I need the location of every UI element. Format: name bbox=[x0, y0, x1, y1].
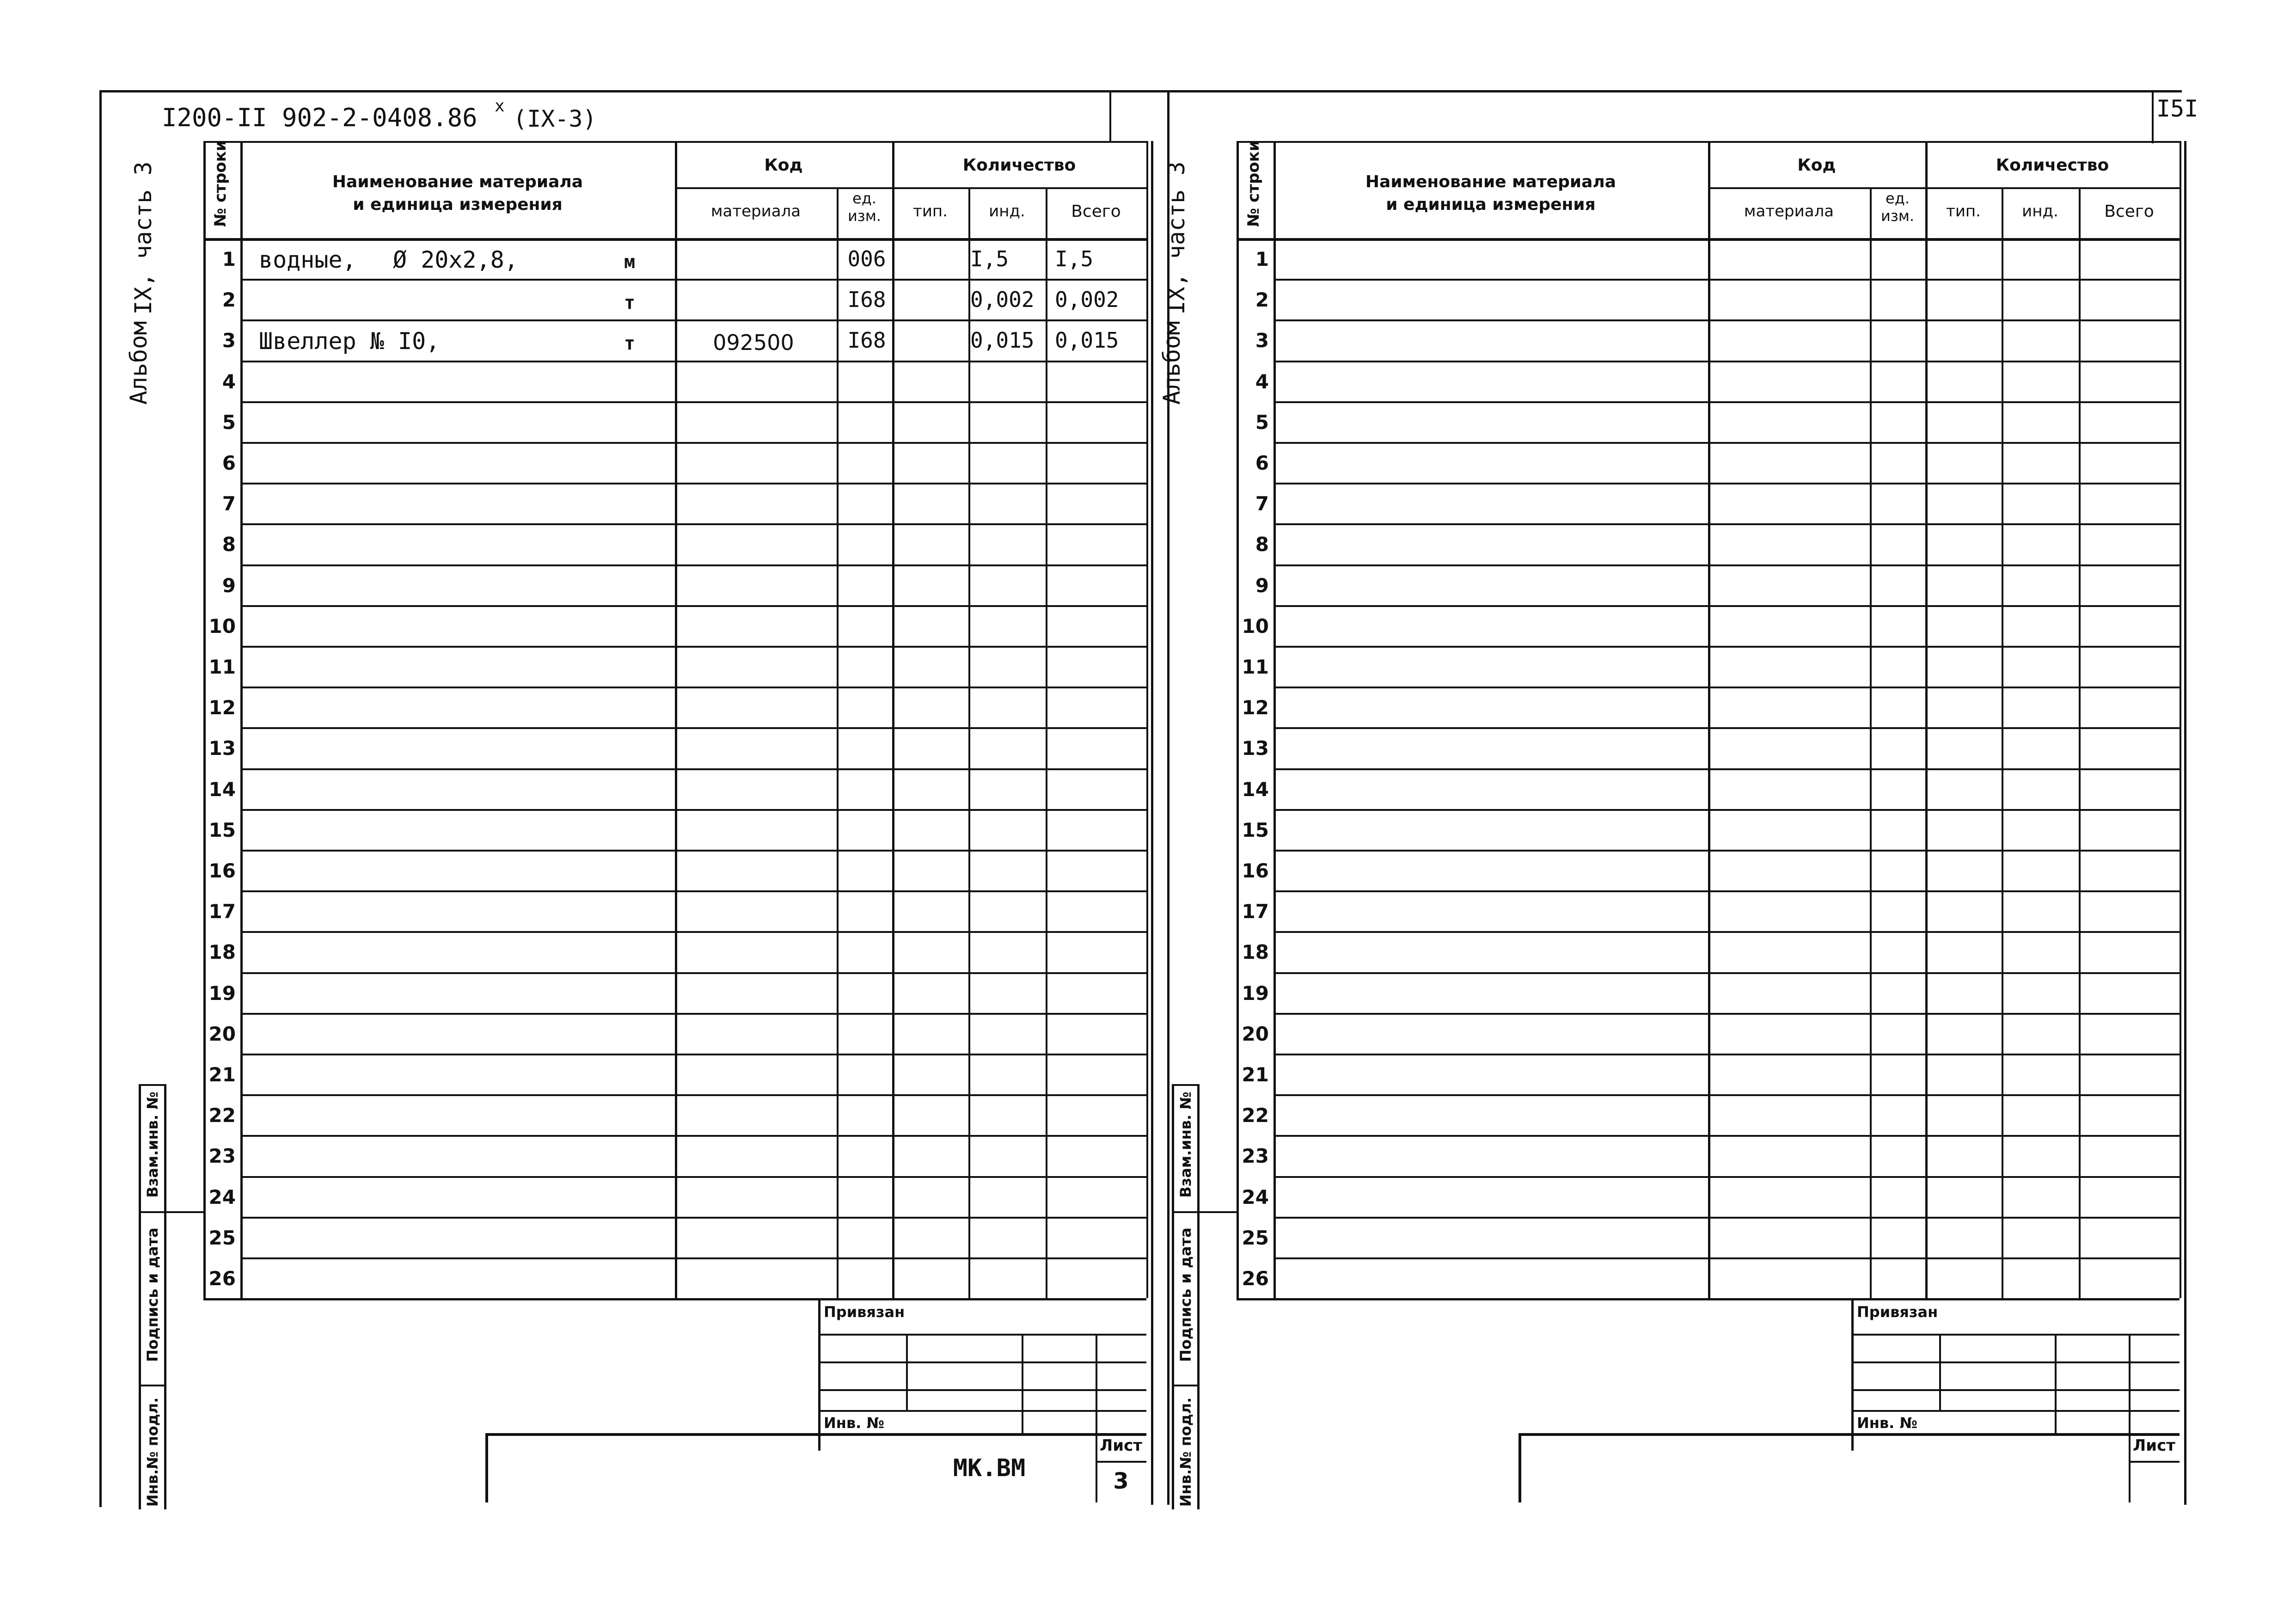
col-border-total bbox=[1046, 187, 1047, 1298]
row-number: 20 bbox=[1242, 1022, 1269, 1045]
col-border-ind bbox=[2002, 187, 2003, 1298]
title-block-left bbox=[1518, 1433, 1521, 1502]
row-number: 5 bbox=[1255, 411, 1269, 434]
privyazan-label: Привязан bbox=[824, 1303, 905, 1321]
stamp-divider bbox=[1022, 1334, 1023, 1435]
side-box-line bbox=[139, 1211, 203, 1213]
total-subheader: Всего bbox=[1071, 202, 1121, 221]
row-number: 24 bbox=[208, 1185, 236, 1208]
material-code: 092500 bbox=[713, 330, 794, 356]
unit-code: 006 bbox=[847, 246, 886, 271]
table-row-line bbox=[1274, 931, 2180, 933]
frame-tab-right bbox=[2152, 90, 2154, 143]
inventory-number-label: Инв. № bbox=[824, 1414, 884, 1432]
table-row-line bbox=[1274, 1054, 2180, 1055]
row-number: 3 bbox=[1255, 329, 1269, 352]
frame-tab bbox=[1109, 90, 1111, 141]
material-spec: Ø 20x2,8, bbox=[393, 246, 518, 273]
row-number: 3 bbox=[222, 329, 236, 352]
col-border-end bbox=[1146, 141, 1148, 1298]
side-box-line bbox=[1172, 1385, 1197, 1386]
page-number: I5I bbox=[2156, 95, 2198, 122]
side-box-line bbox=[139, 1385, 164, 1386]
row-number: 10 bbox=[208, 614, 236, 638]
original-inventory-label: Инв.№ подл. bbox=[1177, 1397, 1194, 1507]
row-number: 21 bbox=[208, 1063, 236, 1086]
code-column-header: Код bbox=[1797, 156, 1836, 175]
row-number: 23 bbox=[208, 1145, 236, 1168]
table-row-line bbox=[1274, 361, 2180, 362]
table-row-line bbox=[1274, 319, 2180, 321]
table-row-line bbox=[1274, 483, 2180, 484]
row-number: 11 bbox=[208, 656, 236, 678]
unit-of-measure: т bbox=[624, 333, 636, 355]
row-number: 24 bbox=[1242, 1185, 1269, 1208]
title-block-left bbox=[485, 1433, 488, 1502]
document-code: 902-2-0408.86 bbox=[282, 103, 478, 132]
row-number: 8 bbox=[1255, 533, 1269, 556]
code-column-header: Код bbox=[764, 156, 803, 175]
row-number: 25 bbox=[1242, 1226, 1269, 1249]
row-number-header: № строки bbox=[211, 140, 230, 227]
table-row-line bbox=[240, 442, 1146, 444]
frame-top-right bbox=[1167, 90, 2182, 92]
row-number: 2 bbox=[222, 288, 236, 312]
material-name: водные, bbox=[259, 246, 356, 273]
row-number: 4 bbox=[222, 370, 236, 393]
sheet-label: Лист bbox=[1100, 1436, 1142, 1455]
table-row-line bbox=[240, 401, 1146, 403]
row-number: 11 bbox=[1242, 656, 1269, 678]
table-row-line bbox=[240, 1135, 1146, 1137]
table-row-line bbox=[240, 605, 1146, 607]
side-box-border bbox=[1197, 1084, 1200, 1509]
table-row-line bbox=[1274, 890, 2180, 892]
side-box-border bbox=[164, 1084, 166, 1509]
album-label: Альбом bbox=[125, 321, 152, 405]
col-border-material bbox=[675, 141, 677, 1298]
table-row-line bbox=[240, 850, 1146, 852]
quantity-total: 0,015 bbox=[1055, 328, 1119, 353]
frame-left bbox=[99, 92, 102, 1507]
table-row-line bbox=[240, 279, 1146, 281]
row-number: 21 bbox=[1242, 1063, 1269, 1086]
unit-of-measure: т bbox=[624, 292, 636, 314]
quantity-individual: 0,002 bbox=[970, 287, 1035, 313]
frame-right bbox=[2184, 141, 2186, 1505]
table-row-line bbox=[240, 646, 1146, 648]
row-number: 7 bbox=[222, 492, 236, 515]
typ-subheader: тип. bbox=[913, 202, 948, 221]
inventory-number-label: Инв. № bbox=[1857, 1414, 1917, 1432]
album-part-label: IX, часть 3 bbox=[1163, 161, 1190, 315]
stamp-divider bbox=[1096, 1334, 1097, 1435]
table-row-line bbox=[1274, 1013, 2180, 1015]
material-name: Швеллер № I0, bbox=[259, 328, 440, 355]
row-number: 22 bbox=[1242, 1104, 1269, 1127]
col-border-name bbox=[1274, 141, 1276, 1298]
subheader-line bbox=[675, 187, 1146, 189]
material-subheader: материала bbox=[1744, 202, 1834, 221]
table-row-line bbox=[1274, 1176, 2180, 1178]
table-row-line bbox=[240, 768, 1146, 770]
table-row-line bbox=[240, 1176, 1146, 1178]
row-number-header: № строки bbox=[1244, 140, 1263, 227]
row-number: 13 bbox=[208, 737, 236, 760]
unit-of-measure: м bbox=[624, 251, 636, 273]
table-row-line bbox=[1274, 605, 2180, 607]
document-code-superscript: x bbox=[495, 97, 505, 116]
table-row-line bbox=[1274, 972, 2180, 974]
row-number: 1 bbox=[222, 248, 236, 270]
table-row-line bbox=[1274, 727, 2180, 729]
replacement-inventory-label: Взам.инв. № bbox=[1177, 1091, 1194, 1198]
stamp-divider bbox=[1939, 1334, 1941, 1410]
table-row-line bbox=[240, 1094, 1146, 1096]
sheet-box-line bbox=[2129, 1461, 2180, 1463]
side-box-line bbox=[1172, 1211, 1237, 1213]
album-label: Альбом bbox=[1158, 321, 1185, 405]
col-border-material bbox=[1708, 141, 1710, 1298]
unit-subheader: ед. изм. bbox=[847, 190, 882, 225]
col-border-end bbox=[2180, 141, 2181, 1298]
row-number: 7 bbox=[1255, 492, 1269, 515]
row-number: 18 bbox=[208, 941, 236, 964]
total-subheader: Всего bbox=[2104, 202, 2154, 221]
privyazan-label: Привязан bbox=[1857, 1303, 1938, 1321]
stamp-left-border bbox=[818, 1298, 820, 1451]
row-number: 6 bbox=[222, 452, 236, 474]
col-border-total bbox=[2079, 187, 2081, 1298]
table-row-line bbox=[1274, 1094, 2180, 1096]
row-number: 22 bbox=[208, 1104, 236, 1127]
unit-code: I68 bbox=[847, 287, 886, 313]
side-box-border bbox=[139, 1084, 141, 1509]
table-row-line bbox=[1274, 279, 2180, 281]
table-row-line bbox=[240, 931, 1146, 933]
table-row-line bbox=[240, 483, 1146, 484]
document-code-part: (IX-3) bbox=[513, 105, 597, 132]
row-number: 20 bbox=[208, 1022, 236, 1045]
sheet-number: 3 bbox=[1113, 1468, 1129, 1494]
table-row-line bbox=[240, 319, 1146, 321]
document-mark: МК.ВМ bbox=[953, 1454, 1026, 1482]
col-border-rowno bbox=[203, 141, 206, 1299]
name-column-header: Наименование материала и единица измерения bbox=[1365, 172, 1616, 214]
row-number: 9 bbox=[1255, 574, 1269, 597]
table-row-line bbox=[1274, 809, 2180, 811]
row-number: 12 bbox=[1242, 696, 1269, 719]
col-border-unit bbox=[1870, 187, 1872, 1298]
table-row-line bbox=[1274, 646, 2180, 648]
col-border-typ bbox=[892, 141, 894, 1298]
table-row-line bbox=[240, 809, 1146, 811]
table-bottom-line bbox=[203, 1298, 1146, 1300]
table-row-line bbox=[240, 727, 1146, 729]
quantity-total: 0,002 bbox=[1055, 287, 1119, 313]
row-number: 17 bbox=[1242, 900, 1269, 923]
row-number: 10 bbox=[1242, 614, 1269, 638]
typ-subheader: тип. bbox=[1946, 202, 1981, 221]
table-row-line bbox=[240, 687, 1146, 688]
table-row-line bbox=[1274, 1217, 2180, 1219]
quantity-column-header: Количество bbox=[1996, 156, 2109, 175]
row-number: 12 bbox=[208, 696, 236, 719]
table-bottom-line bbox=[1237, 1298, 2180, 1300]
table-row-line bbox=[1274, 768, 2180, 770]
name-column-header: Наименование материала и единица измерения bbox=[332, 172, 583, 214]
ind-subheader: инд. bbox=[2022, 202, 2058, 221]
table-row-line bbox=[240, 890, 1146, 892]
row-number: 16 bbox=[208, 859, 236, 882]
replacement-inventory-label: Взам.инв. № bbox=[144, 1091, 161, 1198]
stamp-divider bbox=[2129, 1334, 2131, 1435]
row-number: 14 bbox=[1242, 778, 1269, 801]
table-row-line bbox=[240, 972, 1146, 974]
quantity-individual: 0,015 bbox=[970, 328, 1035, 353]
col-border-unit bbox=[837, 187, 839, 1298]
row-number: 15 bbox=[1242, 818, 1269, 841]
table-row-line bbox=[1274, 401, 2180, 403]
table-row-line bbox=[240, 564, 1146, 566]
row-number: 19 bbox=[1242, 981, 1269, 1005]
row-number: 26 bbox=[208, 1267, 236, 1290]
side-box-border bbox=[1172, 1084, 1174, 1509]
sheet-box-line bbox=[1096, 1461, 1146, 1463]
row-number: 18 bbox=[1242, 941, 1269, 964]
subheader-line bbox=[1708, 187, 2180, 189]
quantity-column-header: Количество bbox=[962, 156, 1076, 175]
row-number: 8 bbox=[222, 533, 236, 556]
table-row-line bbox=[1274, 564, 2180, 566]
ind-subheader: инд. bbox=[989, 202, 1025, 221]
material-subheader: материала bbox=[710, 202, 801, 221]
table-row-line bbox=[240, 1013, 1146, 1015]
unit-subheader: ед. изм. bbox=[1880, 190, 1915, 225]
unit-code: I68 bbox=[847, 328, 886, 353]
table-row-line bbox=[1274, 850, 2180, 852]
sheet-label: Лист bbox=[2133, 1436, 2175, 1455]
row-number: 15 bbox=[208, 818, 236, 841]
row-number: 14 bbox=[208, 778, 236, 801]
table-row-line bbox=[240, 523, 1146, 525]
row-number: 4 bbox=[1255, 370, 1269, 393]
stamp-left-border bbox=[1851, 1298, 1854, 1451]
row-number: 17 bbox=[208, 900, 236, 923]
stamp-divider bbox=[2055, 1334, 2057, 1435]
title-block-top bbox=[1518, 1433, 2180, 1436]
table-row-line bbox=[1274, 687, 2180, 688]
signature-date-label: Подпись и дата bbox=[1177, 1227, 1194, 1362]
album-part-label: IX, часть 3 bbox=[130, 161, 157, 315]
row-number: 1 bbox=[1255, 248, 1269, 270]
table-row-line bbox=[240, 1054, 1146, 1055]
table-row-line bbox=[1274, 1135, 2180, 1137]
table-row-line bbox=[240, 1217, 1146, 1219]
col-border-name bbox=[240, 141, 243, 1298]
frame-top-left bbox=[99, 90, 1167, 92]
row-number: 2 bbox=[1255, 288, 1269, 312]
table-row-line bbox=[1274, 523, 2180, 525]
row-number: 16 bbox=[1242, 859, 1269, 882]
table-row-line bbox=[240, 361, 1146, 362]
col-border-ind bbox=[968, 187, 970, 1298]
title-block-top bbox=[485, 1433, 1146, 1436]
row-number: 25 bbox=[208, 1226, 236, 1249]
row-number: 23 bbox=[1242, 1145, 1269, 1168]
row-number: 5 bbox=[222, 411, 236, 434]
row-number: 6 bbox=[1255, 452, 1269, 474]
stamp-divider bbox=[906, 1334, 908, 1410]
row-number: 13 bbox=[1242, 737, 1269, 760]
top-left-label: I200-II bbox=[162, 103, 267, 132]
row-number: 26 bbox=[1242, 1267, 1269, 1290]
row-number: 9 bbox=[222, 574, 236, 597]
original-inventory-label: Инв.№ подл. bbox=[144, 1397, 161, 1507]
quantity-individual: I,5 bbox=[970, 246, 1009, 271]
table-row-line bbox=[1274, 1257, 2180, 1259]
signature-date-label: Подпись и дата bbox=[144, 1227, 161, 1362]
col-border-rowno bbox=[1237, 141, 1239, 1299]
row-number: 19 bbox=[208, 981, 236, 1005]
table-row-line bbox=[1274, 442, 2180, 444]
frame-right-left bbox=[1151, 141, 1153, 1505]
table-row-line bbox=[240, 1257, 1146, 1259]
quantity-total: I,5 bbox=[1055, 246, 1094, 271]
col-border-typ bbox=[1925, 141, 1928, 1298]
